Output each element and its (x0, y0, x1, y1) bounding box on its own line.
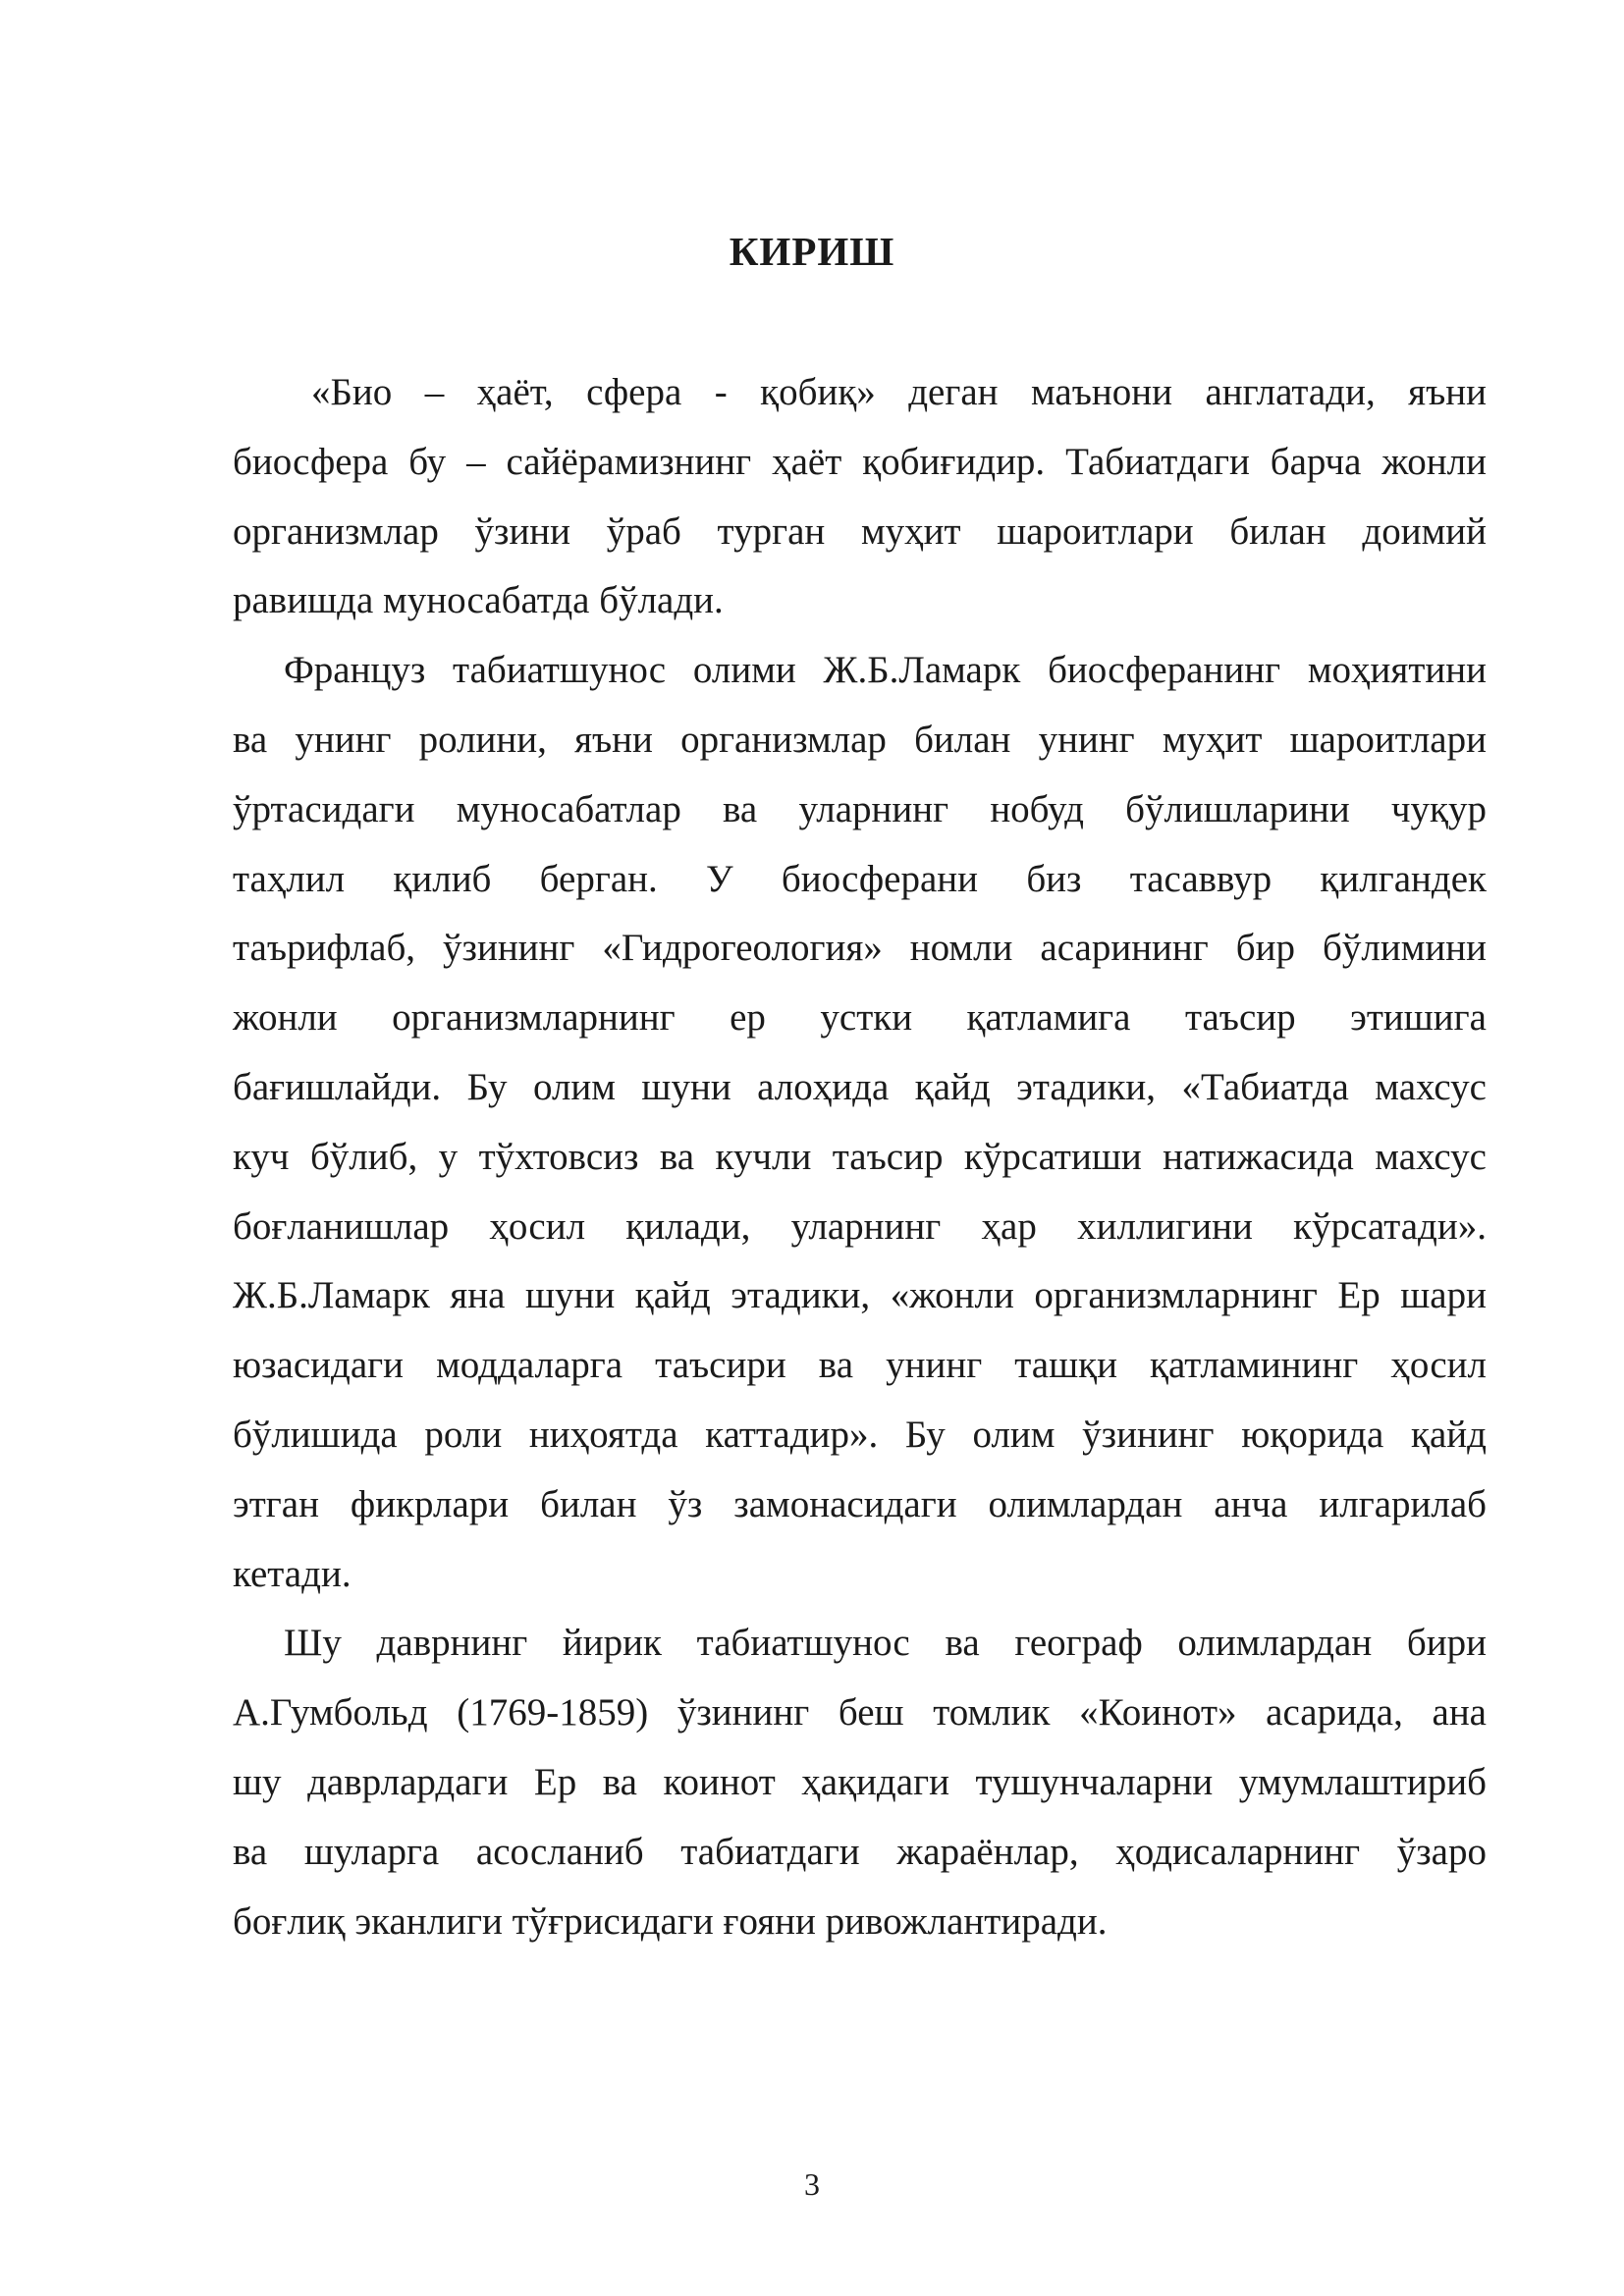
text-line: куч бўлиб, у тўхтовсиз ва кучли таъсир кўрсатиши натижасида махсус (233, 1135, 1487, 1178)
text-line: «Био – ҳаёт, сфера - қобиқ» деган маънони англатади, яъни (311, 371, 1487, 413)
paragraph-1 (233, 358, 1487, 636)
page-title: КИРИШ (729, 229, 895, 274)
text-line: боғланишлар ҳосил қилади, уларнинг ҳар хиллигини кўрсатади». (233, 1204, 1487, 1248)
text-line: ўртасидаги муносабатлар ва уларнинг нобуд бўлишларини чуқур (233, 787, 1487, 830)
text-line: организмлар ўзини ўраб турган муҳит шароитлари билан доимий (233, 509, 1487, 553)
text-line: А.Гумбольд (1769-1859) ўзининг беш томлик «Коинот» асарида, ана (233, 1691, 1487, 1735)
text-line: бўлишида роли ниҳоятда каттадир». Бу олим ўзининг юқорида қайд (233, 1413, 1487, 1456)
text-line: шу даврлардаги Ер ва коинот ҳақидаги тушунчаларни умумлаштириб (233, 1760, 1487, 1803)
page-number: 3 (804, 2166, 820, 2202)
text-line: ва унинг ролини, яъни организмлар билан унинг муҳит шароитлари (233, 718, 1487, 761)
text-line: юзасидаги моддаларга таъсири ва унинг ташқи қатламининг ҳосил (233, 1344, 1487, 1387)
text-line: равишда муносабатда бўлади. (233, 579, 724, 622)
text-line: жонли организмларнинг ер устки қатламига таъсир этишига (233, 996, 1487, 1040)
text-line: Шу даврнинг йирик табиатшунос ва географ олимлардан бири (284, 1622, 1487, 1665)
text-line: биосфера бу – сайёрамизнинг ҳаёт қобиғидир. Табиатдаги барча жонли (233, 440, 1487, 483)
text-line: Француз табиатшунос олими Ж.Б.Ламарк биосферанинг моҳиятини (284, 649, 1487, 692)
text-line: бағишлайди. Бу олим шуни алоҳида қайд этадики, «Табиатда махсус (233, 1065, 1487, 1108)
text-line: ва шуларга асосланиб табиатдаги жараёнлар, ҳодисаларнинг ўзаро (233, 1830, 1487, 1873)
paragraph-2 (233, 636, 1487, 1609)
paragraph-3 (233, 1609, 1487, 1956)
text-line: этган фикрлари билан ўз замонасидаги олимлардан анча илгарилаб (233, 1482, 1487, 1525)
text-line: Ж.Б.Ламарк яна шуни қайд этадики, «жонли организмларнинг Ер шари (233, 1274, 1487, 1317)
text-line: боғлиқ эканлиги тўғрисидаги ғояни ривожлантиради. (233, 1899, 1108, 1943)
text-line: таҳлил қилиб берган. У биосферани биз тасаввур қилгандек (233, 857, 1487, 900)
text-line: кетади. (233, 1552, 352, 1595)
text-line: таърифлаб, ўзининг «Гидрогеология» номли асарининг бир бўлимини (233, 927, 1487, 970)
body-text (233, 358, 1487, 1956)
